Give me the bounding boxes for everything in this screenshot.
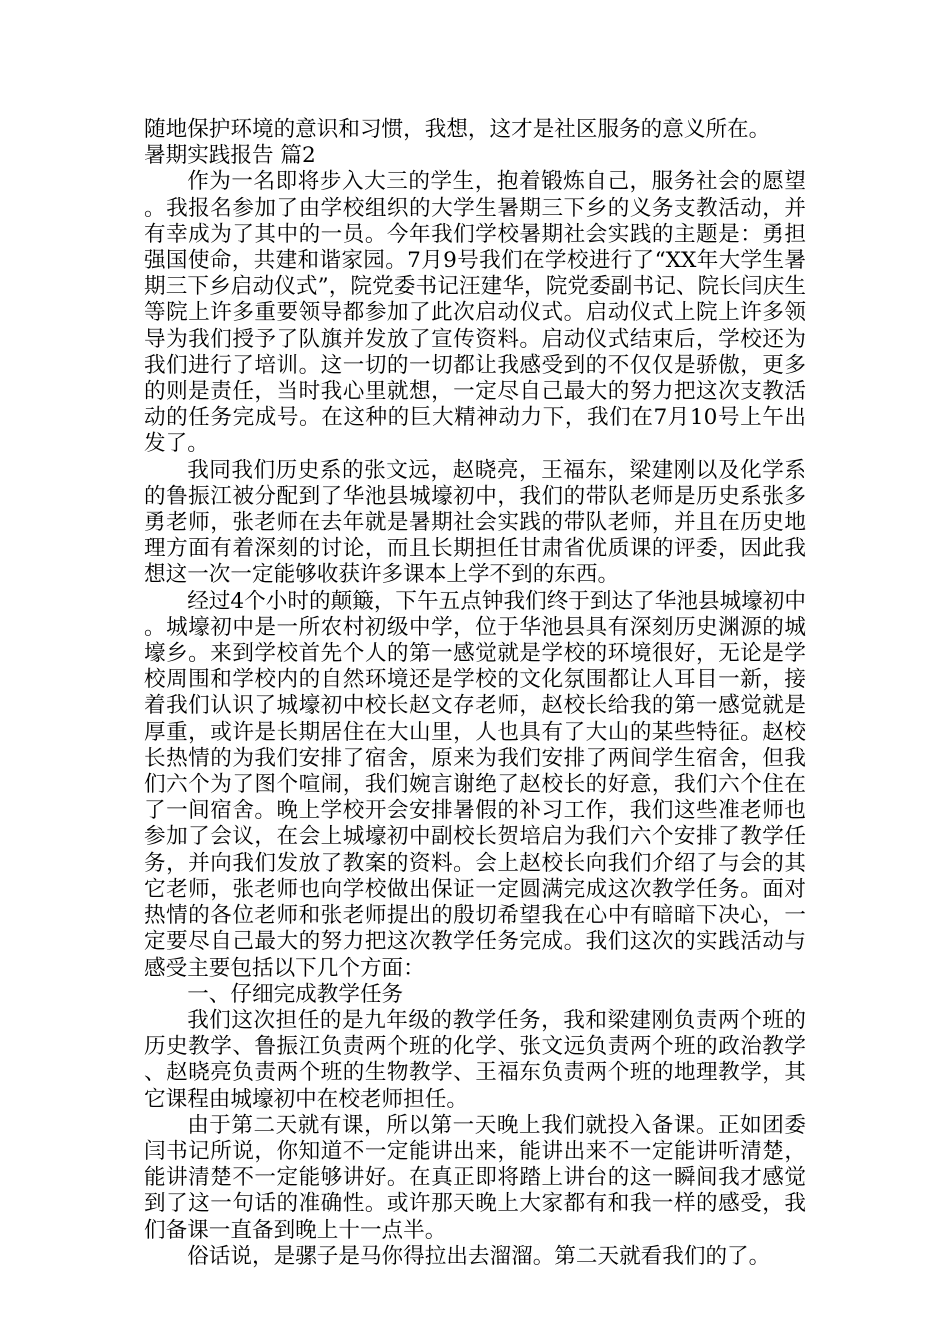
paragraph-team: 我同我们历史系的张文远，赵晓亮，王福东，梁建刚以及化学系的鲁振江被分配到了华池县城壕初中，我们的带队老师是历史系张多勇老师，张老师在去年就是暑期社会实践的带队老师，并且在历史地理方面有着深刻的讨论，而且长期担任甘肃省优质课的评委，因此我想这一次一定能够收获许多课本上学不到的东西。	[144, 457, 806, 588]
paragraph-preparation: 由于第二天就有课，所以第一天晚上我们就投入备课。正如团委闫书记所说，你知道不一定能讲出来，能讲出来不一定能讲听清楚，能讲清楚不一定能够讲好。在真正即将踏上讲台的这一瞬间我才感觉到了这一句话的准确性。或许那天晚上大家都有和我一样的感受，我们备课一直备到晚上十一点半。	[144, 1112, 806, 1243]
document-body	[144, 117, 806, 1270]
section-heading: 暑期实践报告 篇2	[144, 143, 316, 169]
paragraph-arrival: 经过4个小时的颠簸，下午五点钟我们终于到达了华池县城壕初中。城壕初中是一所农村初级中学，位于华池县具有深刻历史渊源的城壕乡。来到学校首先个人的第一感觉就是学校的环境很好，无论是学校周围和学校内的自然环境还是学校的文化氛围都让人耳目一新，接着我们认识了城壕初中校长赵文存老师，赵校长给我的第一感觉就是厚重，或许是长期居住在大山里，人也具有了大山的某些特征。赵校长热情的为我们安排了宿舍，原来为我们安排了两间学生宿舍，但我们六个为了图个喧闹，我们婉言谢绝了赵校长的好意，我们六个住在了一间宿舍。晚上学校开会安排暑假的补习工作，我们这些准老师也参加了会议，在会上城壕初中副校长贺培启为我们六个安排了教学任务，并向我们发放了教案的资料。会上赵校长向我们介绍了与会的其它老师，张老师也向学校做出保证一定圆满完成这次教学任务。面对热情的各位老师和张老师提出的殷切希望我在心中有暗暗下决心，一定要尽自己最大的努力把这次教学任务完成。我们这次的实践活动与感受主要包括以下几个方面：	[144, 588, 806, 981]
paragraph-intro: 作为一名即将步入大三的学生，抱着锻炼自己，服务社会的愿望。我报名参加了由学校组织的大学生暑期三下乡的义务支教活动，并有幸成为了其中的一员。今年我们学校暑期社会实践的主题是：勇担强国使命，共建和谐家园。7月9号我们在学校进行了“XX年大学生暑期三下乡启动仪式”，院党委书记汪建华，院党委副书记、院长闫庆生等院上许多重要领导都参加了此次启动仪式。启动仪式上院上许多领导为我们授予了队旗并发放了宣传资料。启动仪式结束后，学校还为我们进行了培训。这一切的一切都让我感受到的不仅仅是骄傲，更多的则是责任，当时我心里就想，一定尽自己最大的努力把这次支教活动的任务完成号。在这种的巨大精神动力下，我们在7月10号上午出发了。	[144, 169, 806, 457]
paragraph-assignments: 我们这次担任的是九年级的教学任务，我和梁建刚负责两个班的历史教学、鲁振江负责两个班的化学、张文远负责两个班的政治教学、赵晓亮负责两个班的生物教学、王福东负责两个班的地理教学，其它课程由城壕初中在校老师担任。	[144, 1007, 806, 1112]
paragraph-proverb: 俗话说，是骡子是马你得拉出去溜溜。第二天就看我们的了。	[187, 1243, 771, 1269]
paragraph-closing-line: 随地保护环境的意识和习惯，我想，这才是社区服务的意义所在。	[144, 117, 771, 142]
subheading-teaching-task: 一、仔细完成教学任务	[187, 981, 404, 1007]
